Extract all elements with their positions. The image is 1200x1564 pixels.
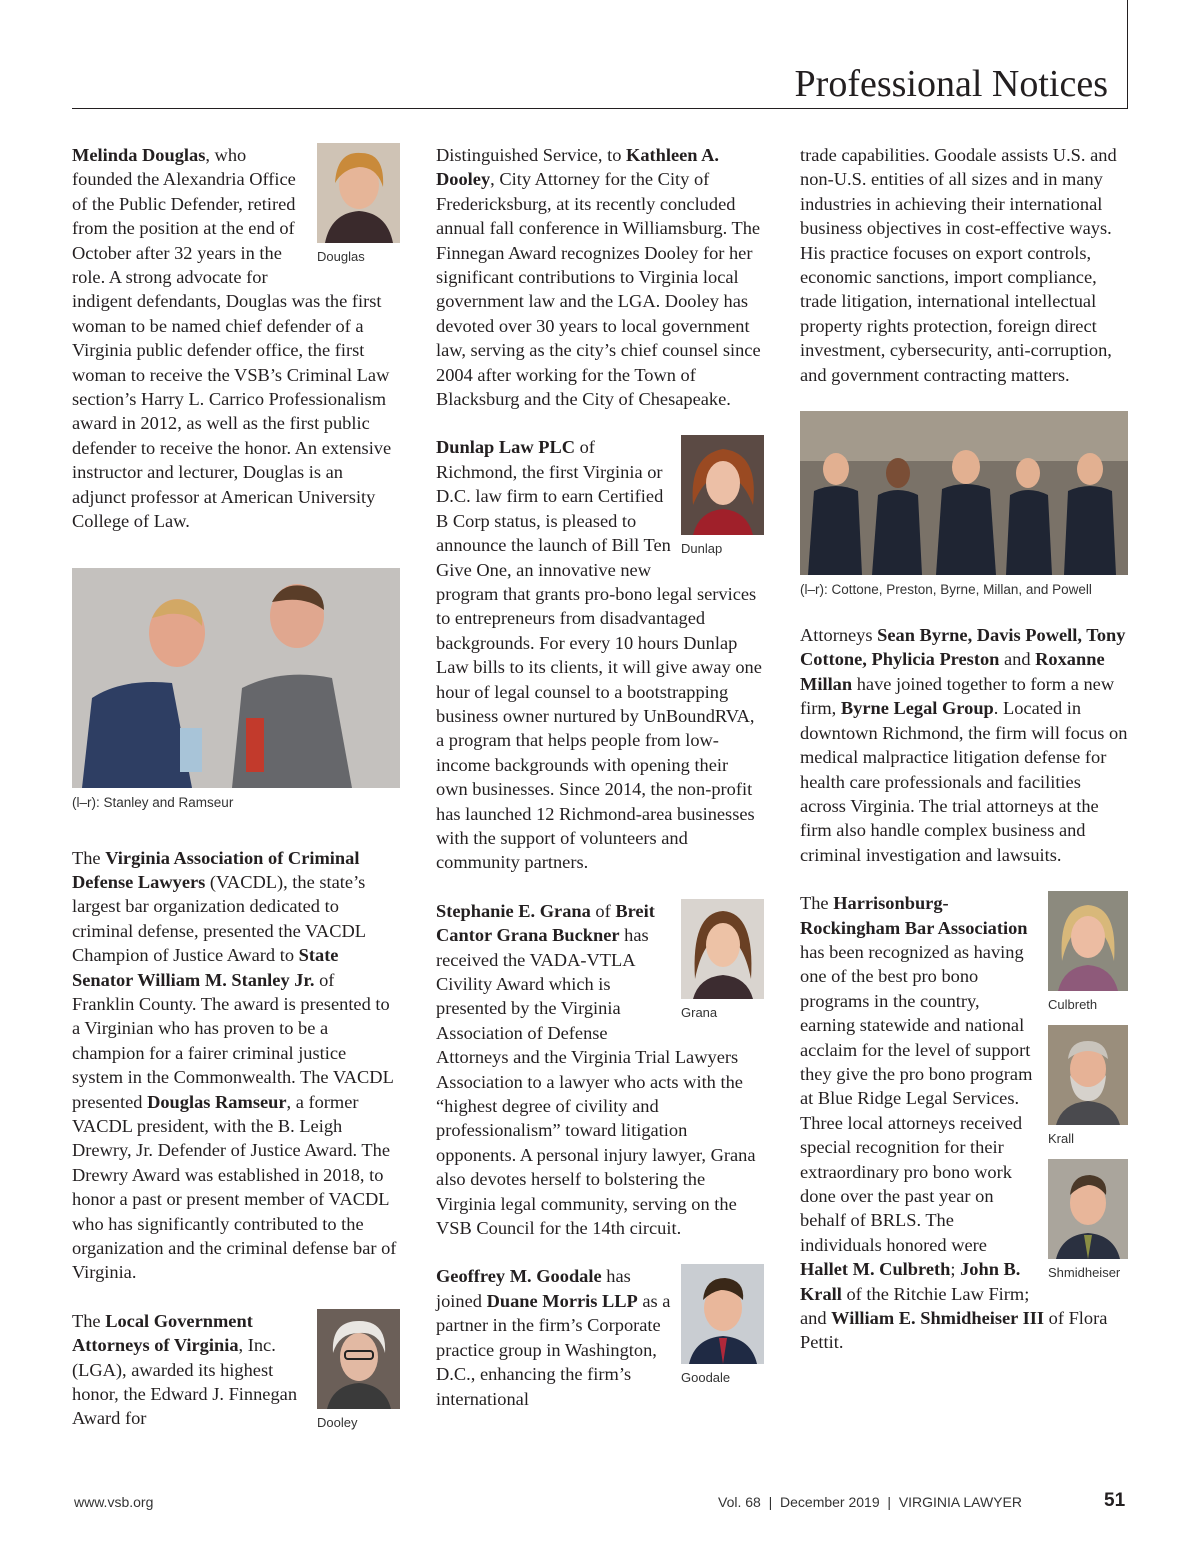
byrne-group-caption: (l–r): Cottone, Preston, Byrne, Millan, and Powell — [800, 582, 1092, 598]
douglas-photo — [317, 143, 400, 243]
goodale-photo — [681, 1264, 764, 1364]
douglas-photo-figure — [317, 143, 400, 265]
column-1 — [72, 143, 400, 1435]
shmidheiser-caption: Shmidheiser — [1048, 1265, 1121, 1281]
header-rule — [72, 108, 1128, 109]
footer-url[interactable]: www.vsb.org — [74, 1494, 154, 1510]
section-title: Professional Notices — [794, 63, 1108, 105]
krall-caption: Krall — [1048, 1131, 1075, 1147]
shmidheiser-photo — [1048, 1159, 1128, 1259]
column-2 — [436, 143, 764, 1411]
vacdl-notice: The Virginia Association of Criminal Defense Lawyers (VACDL), the state’s largest bar organization dedicated to criminal defense, presented the VACDL Champion of Justice Award to State Senator William M. Stanley Jr. of Franklin County. The award is presented to a Virginian who has proven to be a champion for a fairer criminal justice system in the Commonwealth. The VACDL presented Douglas Ramseur, a former VACDL president, with the B. Leigh Drewry, Jr. Defender of Justice Award. The Drewry Award was established in 2018, to honor a past or present member of VACDL who has significantly contributed to the organization and the criminal defense bar of Virginia. — [72, 847, 397, 1283]
goodale-caption: Goodale — [681, 1370, 731, 1386]
grana-caption: Grana — [681, 1004, 718, 1020]
footer-issue: Vol. 68 | December 2019 | VIRGINIA LAWYER — [718, 1494, 1022, 1510]
dunlap-notice: Dunlap Law PLC of Richmond, the first Virginia or D.C. law firm to earn Certified B Corp status, is pleased to announce the launch of Bill Ten Give One, an innovative new program that grants pro-bono legal services to entrepreneurs from disadvantaged backgrounds. For every 10 hours Dunlap Law bills to its clients, it will give away one hour of legal counsel to a bootstrapping business owner nurtured by UnBoundRVA, a program that helps people from low-income backgrounds with opening their own businesses. Since 2014, the non-profit has launched 12 Richmond-area businesses with the support of volunteers and community partners. — [436, 437, 762, 873]
page-number: 51 — [1104, 1490, 1126, 1511]
dunlap-caption: Dunlap — [681, 541, 723, 557]
hrba-photos — [1048, 891, 1128, 1281]
douglas-name: Melinda Douglas — [72, 145, 206, 165]
grana-photo-figure — [681, 899, 764, 1021]
lga-notice-continued: Distinguished Service, to Kathleen A. Dooley, City Attorney for the City of Fredericksburg, at its recently concluded annual fall conference in Williamsburg. The Finnegan Award recognizes Dooley for her significant contributions to Virginia local government law and the LGA. Dooley has devoted over 30 years to local government law, serving as the city’s chief counsel since 2004 after working for the Town of Blacksburg and the City of Chesapeake. — [436, 145, 761, 410]
goodale-notice: Geoffrey M. Goodale has joined Duane Morris LLP as a partner in the firm’s Corporate practice group in Washington, D.C., enhancing the firm’s international — [436, 1266, 671, 1409]
culbreth-caption: Culbreth — [1048, 997, 1098, 1013]
dooley-caption: Dooley — [317, 1414, 358, 1430]
douglas-caption: Douglas — [317, 249, 365, 264]
dooley-photo-figure — [317, 1309, 400, 1431]
goodale-photo-figure — [681, 1264, 764, 1386]
grana-photo — [681, 899, 764, 999]
byrne-group-photo — [800, 411, 1128, 575]
goodale-notice-continued: trade capabilities. Goodale assists U.S. and non-U.S. entities of all sizes and in many industries in achieving their international business objectives in cost-effective ways. His practice focuses on export controls, economic sanctions, import compliance, trade litigation, international intellectual property rights protection, foreign direct investment, cybersecurity, anti-corruption, and government contracting matters. — [800, 145, 1117, 385]
dunlap-photo-figure — [681, 435, 764, 557]
lga-notice: The Local Government Attorneys of Virginia, Inc. (LGA), awarded its highest honor, the Edward J. Finnegan Award for — [72, 1310, 298, 1429]
dunlap-photo — [681, 435, 764, 535]
hrba-notice: The Harrisonburg-Rockingham Bar Association has been recognized as having one of the best pro bono programs in the country, earning statewide and national acclaim for the level of support they give the pro bono program at Blue Ridge Legal Services. Three local attorneys received special recognition for their extraordinary pro bono work done over the past year on behalf of BRLS. The individuals honored were Hallet M. Culbreth; John B. Krall of the Ritchie Law Firm; and William E. Shmidheiser III of Flora Pettit. — [800, 893, 1108, 1353]
byrne-notice: Attorneys Sean Byrne, Davis Powell, Tony Cottone, Phylicia Preston and Roxanne Millan have joined together to form a new firm, Byrne Legal Group. Located in downtown Richmond, the firm will focus on medical malpractice litigation defense for health care professionals and facilities across Virginia. The trial attorneys at the firm also handle complex business and criminal investigation and lawsuits. — [800, 625, 1128, 865]
culbreth-photo — [1048, 891, 1128, 991]
stanley-ramseur-caption: (l–r): Stanley and Ramseur — [72, 794, 234, 810]
grana-notice: Stephanie E. Grana of Breit Cantor Grana Buckner has received the VADA-VTLA Civility Award which is presented by the Virginia Association of Defense Attorneys and the Virginia Trial Lawyers Association to a lawyer who acts with the “highest degree of civility and professionalism” toward litigation opponents. A personal injury lawyer, Grana also devotes herself to bolstering the Virginia legal community, serving on the VSB Council for the 14th circuit. — [436, 900, 756, 1239]
douglas-notice: Melinda Douglas, who founded the Alexandria Office of the Public Defender, retired from the position at the end of October after 32 years in the role. A strong advocate for indigent defendants, Douglas was the first woman to be named chief defender of a Virginia public defender office, the first woman to receive the VSB’s Criminal Law section’s Harry L. Carrico Professionalism award in 2012, as well as the first public defender to receive the honor. An extensive instructor and lecturer, Douglas is an adjunct professor at American University College of Law. — [72, 145, 392, 532]
header-vertical-rule — [1127, 0, 1128, 109]
krall-photo — [1048, 1025, 1128, 1125]
dooley-photo — [317, 1309, 400, 1409]
column-3 — [800, 143, 1128, 1355]
stanley-ramseur-photo — [72, 568, 400, 788]
